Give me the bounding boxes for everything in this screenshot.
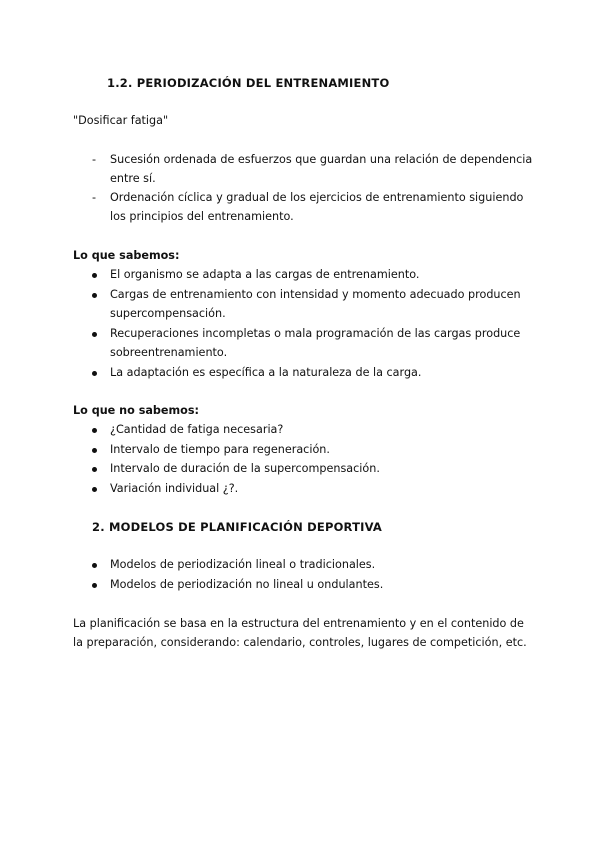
list-item: Variación individual ¿?. bbox=[110, 482, 239, 495]
bullet-icon bbox=[92, 428, 97, 433]
bullet-icon bbox=[92, 448, 97, 453]
list-item: ¿Cantidad de fatiga necesaria? bbox=[110, 423, 284, 436]
list-item-line: supercompensación. bbox=[110, 307, 226, 320]
list-item: Intervalo de duración de la supercompensación. bbox=[110, 462, 380, 475]
list-item-line: Sucesión ordenada de esfuerzos que guardan una relación de dependencia bbox=[110, 153, 533, 166]
list-item-line: Recuperaciones incompletas o mala programación de las cargas produce bbox=[110, 327, 521, 340]
quote: "Dosificar fatiga" bbox=[73, 114, 169, 127]
bullet-icon bbox=[92, 467, 97, 472]
section-title: 2. MODELOS DE PLANIFICACIÓN DEPORTIVA bbox=[92, 520, 383, 534]
paragraph-line: la preparación, considerando: calendario, controles, lugares de competición, etc. bbox=[73, 636, 527, 649]
list-item-line: La adaptación es específica a la naturaleza de la carga. bbox=[110, 366, 422, 379]
bullet-icon bbox=[92, 371, 97, 376]
list-item: Modelos de periodización no lineal u ondulantes. bbox=[110, 578, 384, 591]
bullet-icon bbox=[92, 583, 97, 588]
section-title: 1.2. PERIODIZACIÓN DEL ENTRENAMIENTO bbox=[107, 76, 390, 90]
dash-marker: - bbox=[92, 191, 97, 204]
list-item: Intervalo de tiempo para regeneración. bbox=[110, 443, 330, 456]
bullet-icon bbox=[92, 487, 97, 492]
list-item-line: El organismo se adapta a las cargas de entrenamiento. bbox=[110, 268, 420, 281]
list-item-line: sobreentrenamiento. bbox=[110, 346, 228, 359]
list-item-line: Ordenación cíclica y gradual de los ejercicios de entrenamiento siguiendo bbox=[110, 191, 524, 204]
paragraph-line: La planificación se basa en la estructura del entrenamiento y en el contenido de bbox=[73, 617, 524, 630]
dash-marker: - bbox=[92, 153, 97, 166]
list-item-line: Cargas de entrenamiento con intensidad y momento adecuado producen bbox=[110, 288, 521, 301]
known-heading: Lo que sabemos: bbox=[73, 249, 180, 262]
bullet-icon bbox=[92, 273, 97, 278]
list-item-line: los principios del entrenamiento. bbox=[110, 210, 294, 223]
bullet-icon bbox=[92, 332, 97, 337]
list-item: Modelos de periodización lineal o tradicionales. bbox=[110, 558, 376, 571]
bullet-icon bbox=[92, 293, 97, 298]
unknown-heading: Lo que no sabemos: bbox=[73, 404, 199, 417]
bullet-icon bbox=[92, 563, 97, 568]
list-item-line: entre sí. bbox=[110, 172, 156, 185]
